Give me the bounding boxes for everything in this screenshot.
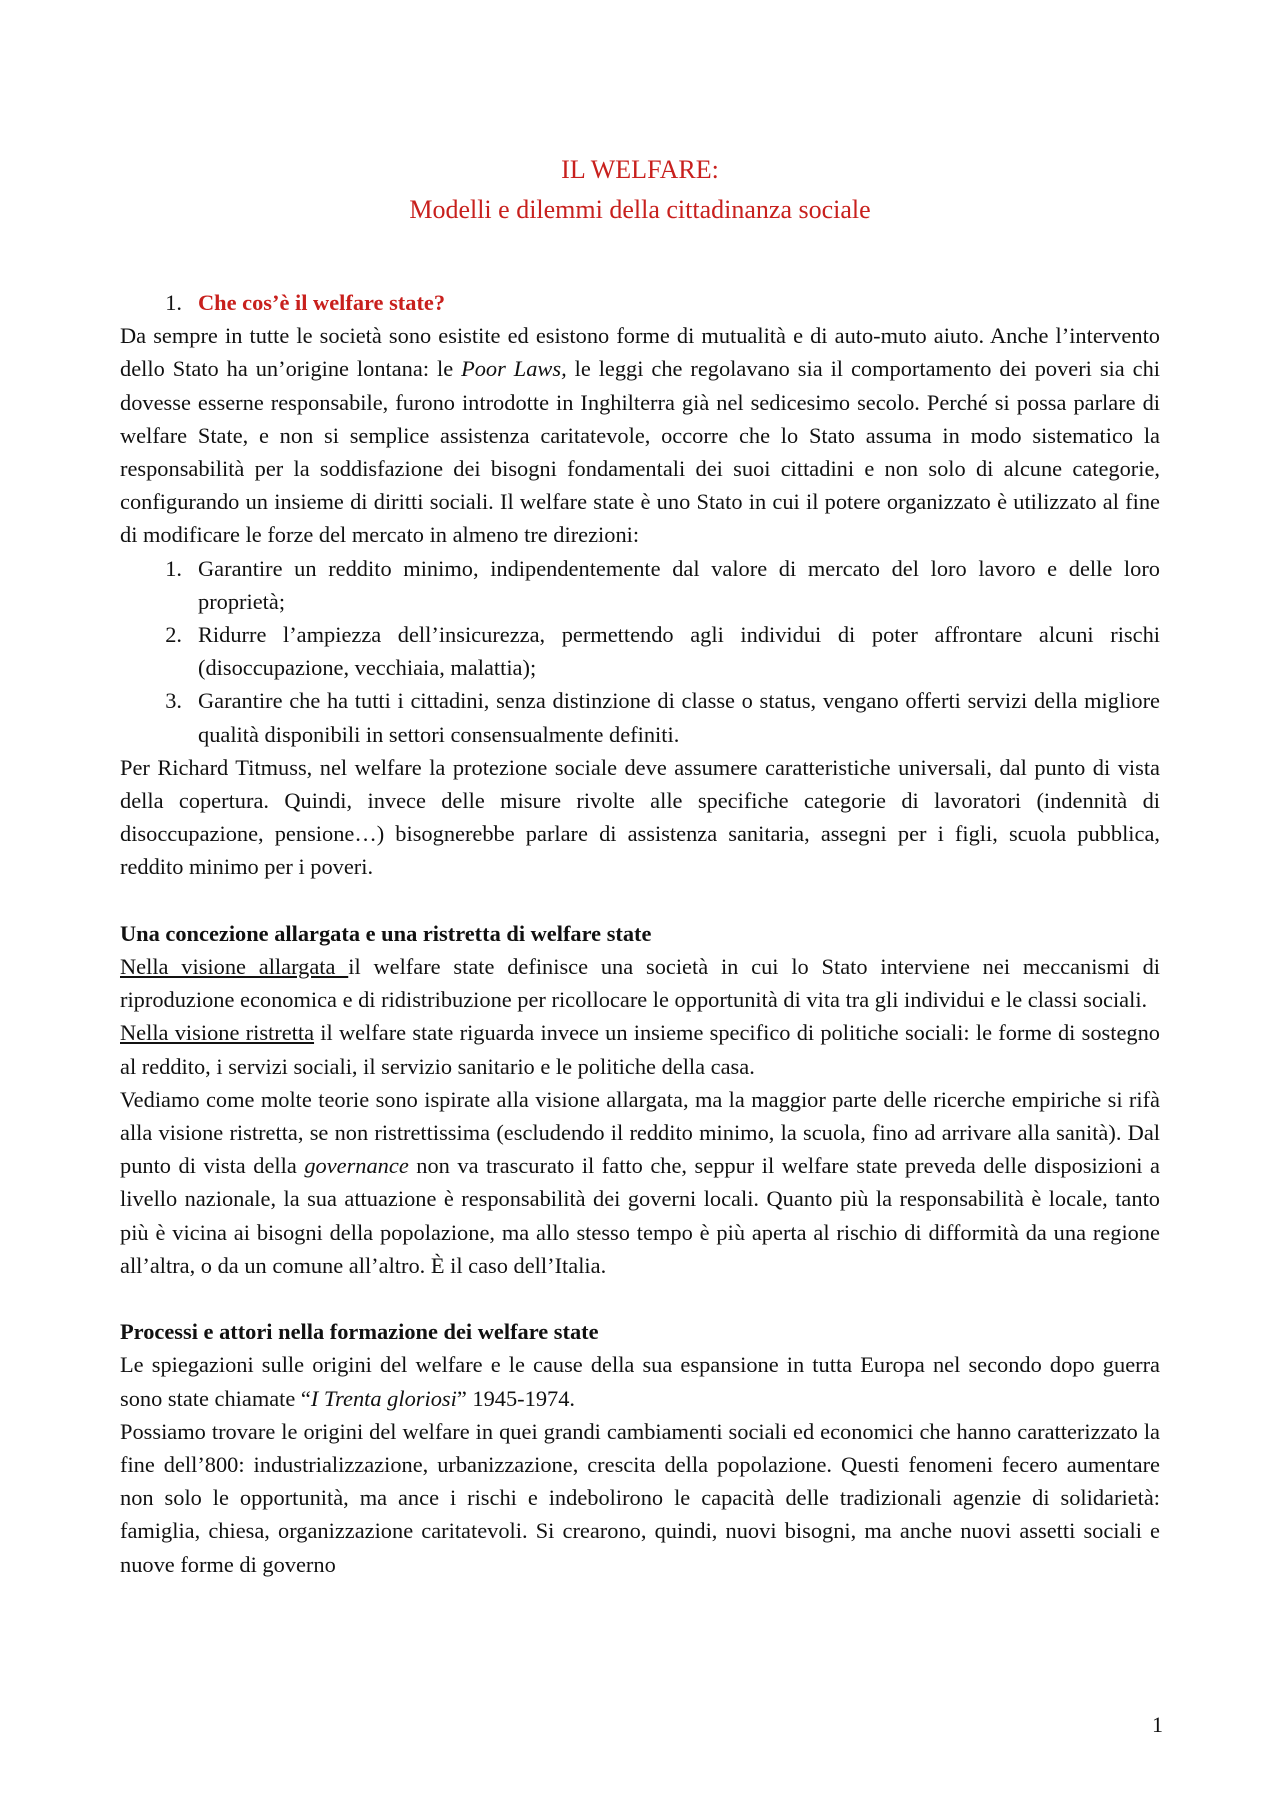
document-title [120, 150, 1160, 230]
list-item-text: Ridurre l’ampiezza dell’insicurezza, permettendo agli individui di poter affrontare alcuni rischi (disoccupazione, vecchiaia, malattia); [198, 622, 1160, 681]
italic-term: I Trenta gloriosi [310, 1385, 457, 1411]
text-run: il welfare state riguarda invece un insieme specifico di politiche sociali: le forme di sostegno al reddito, i servizi sociali, il servizio sanitario e le politiche della casa. [120, 1020, 1160, 1079]
underlined-term: Nella visione ristretta [120, 1020, 315, 1046]
list-item [120, 552, 1160, 618]
text-run: Le spiegazioni sulle origini del welfare e le cause della sua espansione in tutta Europa nel secondo dopo guerra sono state chiamate “ [120, 1352, 1160, 1411]
section-2-paragraph-3 [120, 1083, 1160, 1282]
page-number: 1 [1152, 1712, 1163, 1737]
text-run: Vediamo come molte teorie sono ispirate alla visione allargata, ma la maggior parte delle ricerche empiriche si rifà alla visione ristretta, se non ristrettissima (escludendo il reddito minimo, la scuola, fino ad arrivare alla sanità). Dal punto di vista della [120, 1086, 1160, 1179]
document-body [120, 286, 1160, 1581]
list-item [120, 618, 1160, 684]
text-run: le leggi che regolavano sia il comportamento dei poveri sia chi dovesse esserne responsabile, furono introdotte in Inghilterra già nel sedicesimo secolo. Perché si possa parlare di welfare State, e non si semplice assistenza caritatevole, occorre che lo Stato assuma in modo sistematico la responsabilità per la soddisfazione dei bisogni fondamentali dei suoi cittadini e non solo di alcune categorie, configurando un insieme di diritti sociali. Il welfare state è uno Stato in cui il potere organizzato è utilizzato al fine di modificare le forze del mercato in almeno tre direzioni: [120, 356, 1160, 548]
text-run: Da sempre in tutte le società sono esistite ed esistono forme di mutualità e di auto-muto aiuto. Anche l’intervento dello Stato ha un’origine lontana: le [120, 323, 1160, 382]
section-1-paragraph-1 [120, 319, 1160, 551]
underlined-term: Nella visione allargata [120, 954, 349, 980]
section-1-heading [120, 286, 1160, 319]
list-item-number: 2. [165, 622, 182, 648]
section-2-paragraph-2 [120, 1016, 1160, 1082]
section-1-number: 1. [165, 290, 182, 315]
section-3-paragraph-2: Possiamo trovare le origini del welfare in quei grandi cambiamenti sociali ed economici che hanno caratterizzato la fine dell’800: industrializzazione, urbanizzazione, crescita della popolazione. Questi fenomeni fecero aumentare non solo le opportunità, ma ance i rischi e indebolirono le capacità delle tradizionali agenzie di solidarietà: famiglia, chiesa, organizzazione caritatevoli. Si crearono, quindi, nuovi bisogni, ma anche nuovi assetti sociali e nuove forme di governo [120, 1418, 1160, 1577]
section-2-heading: Una concezione allargata e una ristretta di welfare state [120, 920, 652, 946]
spacer [120, 1282, 1160, 1315]
list-item-text: Garantire che ha tutti i cittadini, senza distinzione di classe o status, vengano offerti servizi della migliore qualità disponibili in settori consensualmente definiti. [198, 688, 1160, 747]
title-line-1: IL WELFARE: [561, 155, 719, 184]
list-item [120, 684, 1160, 750]
section-2-paragraph-1 [120, 950, 1160, 1016]
section-3-heading: Processi e attori nella formazione dei welfare state [120, 1319, 599, 1345]
text-run: il welfare state definisce una società in cui lo Stato interviene nei meccanismi di riproduzione economica e di ridistribuzione per ricollocare le opportunità di vita tra gli individui e le classi sociali. [120, 954, 1160, 1013]
section-1-paragraph-2: Per Richard Titmuss, nel welfare la protezione sociale deve assumere caratteristiche universali, dal punto di vista della copertura. Quindi, invece delle misure rivolte alle specifiche categorie di lavoratori (indennità di disoccupazione, pensione…) bisognerebbe parlare di assistenza sanitaria, assegni per i figli, scuola pubblica, reddito minimo per i poveri. [120, 754, 1160, 880]
list-item-number: 1. [165, 555, 182, 581]
italic-term: governance [304, 1153, 409, 1179]
list-item-number: 3. [165, 688, 182, 714]
section-1-title: Che cos’è il welfare state? [198, 290, 446, 315]
text-run: ” 1945-1974. [456, 1385, 576, 1411]
text-run: non va trascurato il fatto che, seppur il welfare state preveda delle disposizioni a livello nazionale, la sua attuazione è responsabilità dei governi locali. Quanto più la responsabilità è locale, tanto più è vicina ai bisogni della popolazione, ma allo stesso tempo è più aperta al rischio di difformità da una regione all’altra, o da un comune all’altro. È il caso dell’Italia. [120, 1153, 1160, 1278]
spacer [120, 884, 1160, 917]
section-3-paragraph-1 [120, 1348, 1160, 1414]
italic-term: Poor Laws, [461, 356, 567, 382]
list-item-text: Garantire un reddito minimo, indipendentemente dal valore di mercato del loro lavoro e delle loro proprietà; [198, 555, 1160, 614]
direction-list [120, 552, 1160, 751]
title-line-2: Modelli e dilemmi della cittadinanza sociale [409, 195, 871, 224]
